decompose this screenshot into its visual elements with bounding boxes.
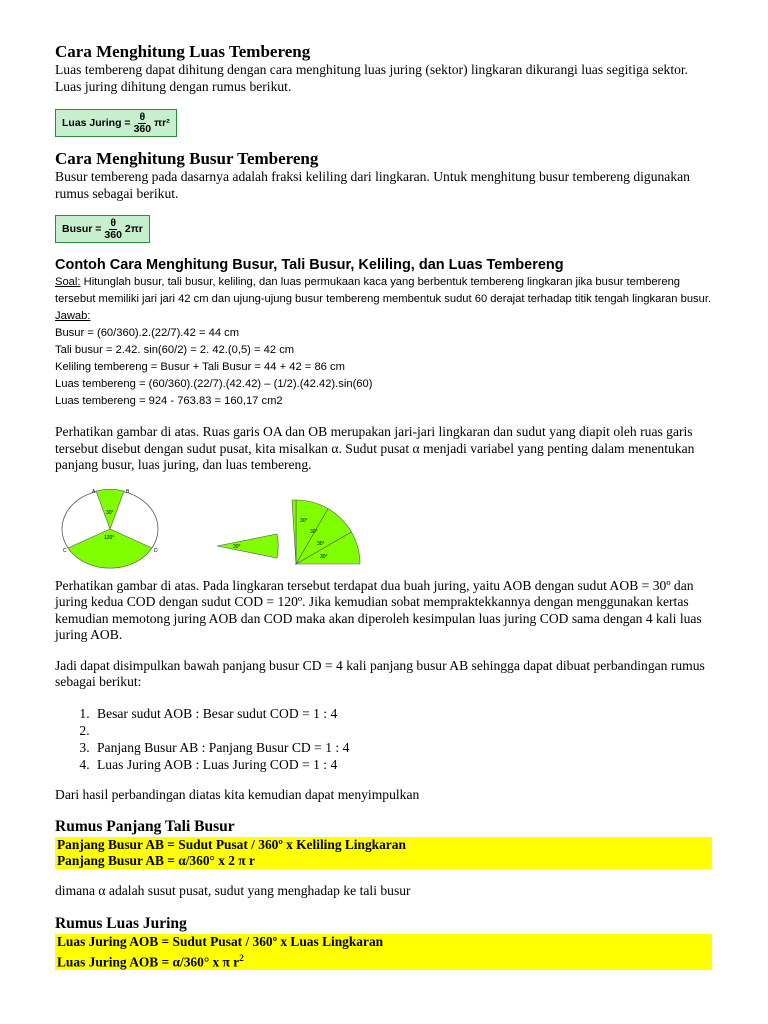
highlight-line: Panjang Busur AB = Sudut Pusat / 360º x Keliling Lingkaran (55, 837, 712, 853)
paragraph-jadi: Jadi dapat disimpulkan bawah panjang busur CD = 4 kali panjang busur AB sehingga dapat dibuat perbandingan rumus sebagai berikut: (55, 657, 705, 689)
formula-numerator: θ (110, 216, 116, 229)
formula-tail: 2πr (124, 223, 143, 235)
highlight-line (55, 950, 712, 970)
sector-label: 30° (310, 528, 318, 535)
document-page (55, 42, 715, 970)
circle-juring-figure (60, 488, 165, 570)
paragraph-dari: Dari hasil perbandingan diatas kita kemudian dapat menyimpulkan (55, 786, 420, 802)
formula-fraction (104, 218, 122, 241)
list-item: 3. Panjang Busur AB : Panjang Busur CD = 1 : 4 (93, 739, 715, 756)
list-item (93, 722, 715, 739)
ratio-list (55, 705, 715, 773)
heading-rumus-tali-busur: Rumus Panjang Tali Busur (55, 818, 235, 835)
single-sector-figure (215, 526, 285, 566)
label-c: C (63, 547, 67, 554)
stacked-sectors-figure (290, 488, 370, 570)
paragraph-luas-tembereng: Luas tembereng dapat dihitung dengan cara menghitung luas juring (sektor) lingkaran dikurangi luas segitiga sektor. Luas juring dihitung dengan rumus berikut. (55, 62, 689, 94)
label-b: B (126, 488, 130, 495)
formula-label: Busur = (62, 223, 102, 235)
answer-line: Busur = (60/360).2.(22/7).42 = 44 cm (55, 327, 240, 339)
formula-luas-juring (55, 109, 177, 137)
formula-busur (55, 215, 150, 243)
soal-paragraph (55, 274, 715, 308)
formula-fraction (134, 112, 152, 135)
highlight-line: Luas Juring AOB = Sudut Pusat / 360º x Luas Lingkaran (55, 934, 712, 950)
formula-numerator: θ (139, 110, 146, 123)
paragraph-gambar-1: Perhatikan gambar di atas. Ruas garis OA dan OB merupakan jari-jari lingkaran dan sudut yang diapit oleh ruas garis tersebut disebut dengan sudut pusat, kita misalkan α. Sudut pusat α menjadi variabel yang penting dalam menentukan panjang busur, luas juring, dan luas tembereng. (55, 424, 695, 472)
formula-denominator: 360 (104, 228, 122, 241)
label-d: D (154, 547, 158, 554)
highlight-line: Panjang Busur AB = α/360° x 2 π r (55, 853, 712, 869)
answer-line: Tali busur = 2.42. sin(60/2) = 2. 42.(0,5) = 42 cm (55, 344, 295, 356)
formula-tail: πr² (154, 117, 170, 129)
formula-label: Luas Juring = (62, 117, 131, 129)
paragraph-dimana: dimana α adalah susut pusat, sudut yang menghadap ke tali busur (55, 883, 411, 898)
formula-text: Luas Juring AOB = α/360° x π r (57, 953, 240, 969)
answer-line: Luas tembereng = (60/360).(22/7).(42.42) – (1/2).(42.42).sin(60) (55, 378, 373, 390)
list-item: 4. Luas Juring AOB : Luas Juring COD = 1 : 4 (93, 756, 715, 773)
answer-line: Keliling tembereng = Busur + Tali Busur = 44 + 42 = 86 cm (55, 361, 345, 373)
sector-label: 30° (320, 553, 328, 560)
heading-busur-tembereng: Cara Menghitung Busur Tembereng (55, 149, 319, 168)
heading-contoh: Contoh Cara Menghitung Busur, Tali Busur, Keliling, dan Luas Tembereng (55, 257, 564, 273)
paragraph-gambar-2: Perhatikan gambar di atas. Pada lingkaran tersebut terdapat dua buah juring, yaitu AOB dengan sudut AOB = 30º dan juring kedua COD dengan sudut COD = 120º. Jika kemudian sobat mempraktekkannya dengan menggunakan kertas kemudian memotong juring AOB dan COD maka akan diperoleh kesimpulan luas juring COD sama dengan 4 kali luas juring AOB. (55, 577, 702, 642)
heading-rumus-luas-juring: Rumus Luas Juring (55, 914, 187, 932)
label-120: 120° (104, 534, 115, 541)
figures-row (55, 488, 715, 570)
jawab-label: Jawab: (55, 310, 91, 322)
sector-label: 30° (300, 517, 308, 524)
label-30: 30° (106, 509, 114, 516)
superscript: 2 (239, 952, 244, 963)
sector-label: 30° (233, 543, 241, 550)
formula-denominator: 360 (133, 122, 152, 135)
answer-line: Luas tembereng = 924 - 763.83 = 160,17 cm2 (55, 395, 283, 407)
list-item: 1. Besar sudut AOB : Besar sudut COD = 1 : 4 (93, 705, 715, 722)
label-a: A (92, 488, 96, 495)
paragraph-busur-tembereng: Busur tembereng pada dasarnya adalah fraksi keliling dari lingkaran. Untuk menghitung busur tembereng digunakan rumus sebagai berikut. (55, 169, 690, 201)
soal-label: Soal: (55, 276, 81, 288)
soal-text: Hitunglah busur, tali busur, keliling, dan luas permukaan kaca yang berbentuk tembereng lingkaran jika busur tembereng tersebut memiliki jari jari 42 cm dan ujung-ujung busur tembereng membentuk sudut 60 derajat terhadap titik tengah lingkaran busur. (55, 276, 712, 305)
sector-label: 30° (317, 540, 325, 547)
heading-luas-tembereng: Cara Menghitung Luas Tembereng (55, 42, 311, 61)
